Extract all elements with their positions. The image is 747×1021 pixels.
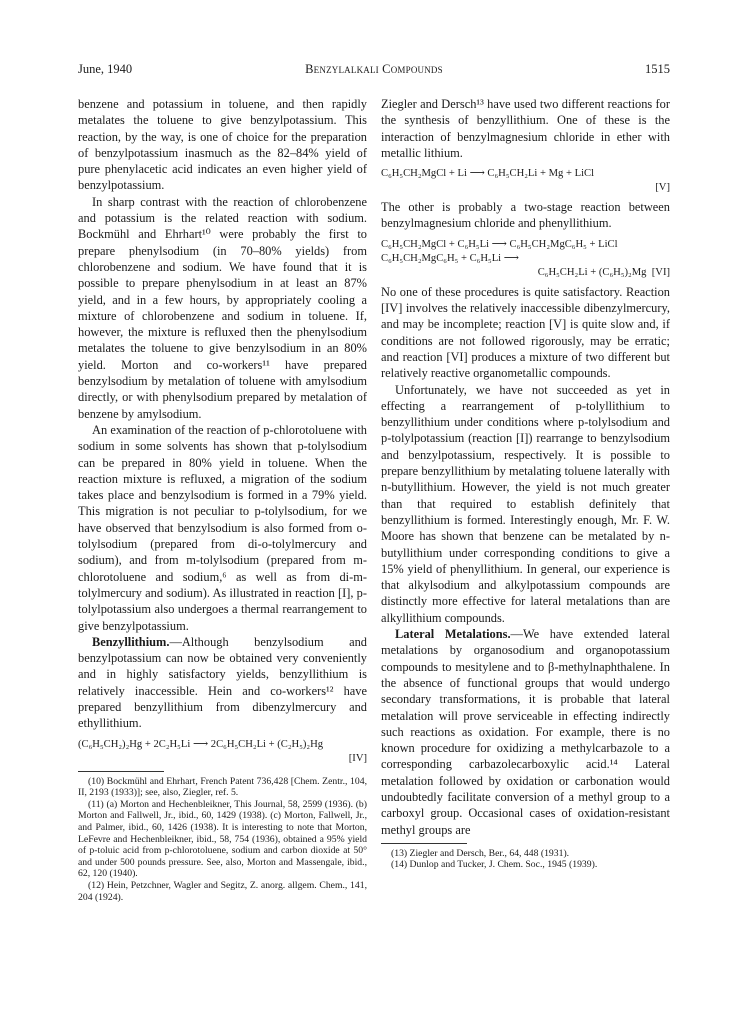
- equation-v-tag: [V]: [655, 182, 670, 194]
- equation-vi-line-a: C₆H₅CH₂MgCl + C₆H₅Li ⟶ C₆H₅CH₂MgC₆H₅ + LiCl: [381, 238, 618, 250]
- equation-vi-line-b: C₆H₅CH₂MgC₆H₅ + C₆H₅Li ⟶: [381, 252, 519, 264]
- footnote-11: (11) (a) Morton and Hechenbleikner, This Journal, 58, 2599 (1936). (b) Morton and Fallwell, Jr., ibid., 60, 1429 (1938). (c) Morton, Fallwell, Jr., and Palmer, ibid., 60, 1426 (1938). It is interesting to note that Morton, LeFevre and Hechenbleikner, ibid., 58, 754 (1936), obtained a 95% yield of p-toluic acid from p-chlorotoluene, sodium and carbon dioxide at 50° and under 500 pounds pressure. See, also, Morton and Massengale, ibid., 62, 120 (1940).: [78, 798, 367, 880]
- equation-iv: [78, 738, 367, 766]
- equation-vi: [381, 238, 670, 280]
- footnote-13: (13) Ziegler and Dersch, Ber., 64, 448 (1931).: [391, 847, 570, 859]
- paragraph: In sharp contrast with the reaction of chlorobenzene and potassium is the related reaction with sodium. Bockmühl and Ehrhart¹⁰ were probably the first to prepare phenylsodium (in 70–80% yields) from chlorobenzene and sodium. We have found that it is possible to prepare phenylsodium in at least an 87% yield, and in a few hours, by appropriately cooling a mixture of chlorobenzene and sodium in toluene. If, however, the mixture is refluxed then the phenylsodium metalates the toluene to give benzylsodium in an 80% yield. Morton and co-workers¹¹ have prepared benzylsodium by metalation of toluene with amylsodium directly, or with phenylsodium prepared by metalation of benzene by amylsodium.: [78, 194, 367, 421]
- footnote-12: (12) Hein, Petzchner, Wagler and Segitz, Z. anorg. allgem. Chem., 141, 204 (1924).: [78, 879, 367, 903]
- left-column: [78, 96, 367, 903]
- header-date: June, 1940: [78, 62, 133, 76]
- paragraph-text: —Although benzylsodium and benzylpotassium can now be obtained very conveniently and in highly satisfactory yields, benzyllithium is relatively inaccessible. Hein and co-workers¹² have prepared benzyllithium from dibenzylmercury and ethyllithium.: [78, 634, 367, 731]
- paragraph: [381, 626, 670, 838]
- paragraph: An examination of the reaction of p-chlorotoluene with sodium in some solvents has shown that p-tolylsodium can be prepared in 80% yield in toluene. When the reaction mixture is refluxed, a migration of the sodium takes place and benzylsodium is formed in a 79% yield. This migration is not peculiar to p-tolylsodium, for we have observed that benzylsodium is also formed from o-tolylsodium (prepared from di-o-tolylmercury and sodium), and from m-tolylsodium (prepared from m-chlorotoluene and sodium,⁶ as well as from di-m-tolylmercury and sodium). As illustrated in reaction [I], p-tolylpotassium also undergoes a thermal rearrangement to give benzylpotassium.: [78, 422, 367, 633]
- section-heading-lateral-metalations: Lateral Metalations.: [395, 627, 511, 642]
- equation-v-line: C₆H₅CH₂MgCl + Li ⟶ C₆H₅CH₂Li + Mg + LiCl: [381, 168, 595, 180]
- paragraph: Ziegler and Dersch¹³ have used two different reactions for the synthesis of benzyllithium. One of these is the interaction of benzylmagnesium chloride in ether with metallic lithium.: [381, 97, 670, 160]
- paragraph-text: —We have extended lateral metalations by organosodium and organopotassium compounds to mesitylene and to β-methylnaphthalene. In the absence of functional groups that would undergo secondary transformations, it is probable that lateral metalation will prove serviceable in effecting indirectly such reactions as oxidation. For example, there is no known procedure for oxidizing a methylcarbazole to a corresponding carbazolecarboxylic acid.¹⁴ Lateral metalation followed by oxidation or carbonation would undoubtedly facilitate conversion of a methyl group to a carboxyl group. Occasional cases of oxidation-resistant methyl groups are: [381, 627, 670, 837]
- paragraph: No one of these procedures is quite satisfactory. Reaction [IV] involves the relatively inaccessible dibenzylmercury, and may be incomplete; reaction [V] is quite slow and, if conditions are not followed rigorously, may be erratic; and reaction [VI] produces a mixture of two different but relatively reactive organometallic compounds.: [381, 284, 670, 381]
- header-page-number: 1515: [645, 62, 670, 76]
- paragraph: [78, 634, 367, 732]
- equation-vi-tag: [VI]: [651, 266, 670, 278]
- equation-iv-tag: [IV]: [348, 752, 367, 764]
- paragraph: The other is probably a two-stage reaction between benzylmagnesium chloride and phenyllithium.: [381, 200, 670, 231]
- equation-vi-product: C₆H₅CH₂Li + (C₆H₅)₂Mg: [537, 266, 647, 278]
- footnote-14: (14) Dunlop and Tucker, J. Chem. Soc., 1945 (1939).: [391, 859, 598, 871]
- footnote-rule: [381, 843, 467, 844]
- section-heading-benzyllithium: Benzyllithium.: [92, 634, 170, 649]
- equation-vi-line-c: [381, 266, 670, 280]
- running-header: [78, 62, 670, 80]
- paragraph: Unfortunately, we have not succeeded as yet in effecting a rearrangement of p-tolyllithium to benzyllithium under conditions where p-tolylsodium and p-tolylpotassium (reaction [I]) rearrange to benzylsodium and benzylpotassium, respectively. It is possible to prepare benzyllithium by metalating toluene laterally with n-butyllithium. However, the yield is not much greater than that required to establish definitely that benzyllithium is formed. Interestingly enough, Mr. F. W. Moore has shown that benzene can be metalated by n-butyllithium under corresponding conditions to give a 15% yield of phenyllithium. In general, our experience is that alkylsodium and alkylpotassium compounds are distinctly more effective for lateral metalations than are alkyllithium compounds.: [381, 382, 670, 625]
- right-column: [381, 96, 670, 871]
- equation-iv-line: (C₆H₅CH₂)₂Hg + 2C₂H₅Li ⟶ 2C₆H₅CH₂Li + (C₂H₅)₂Hg: [78, 738, 324, 750]
- footnote-rule: [78, 771, 164, 772]
- header-running-title: Benzylalkali Compounds: [305, 62, 443, 76]
- paragraph: benzene and potassium in toluene, and then rapidly metalates the toluene to give benzylpotassium. This reaction, by the way, is one of choice for the preparation of benzylpotassium inasmuch as the 82–84% yield of pure phenylacetic acid indicates an even higher yield of benzylpotassium.: [78, 97, 367, 193]
- equation-v: [381, 167, 670, 195]
- footnote-10: (10) Bockmühl and Ehrhart, French Patent 736,428 [Chem. Zentr., 104, II, 2193 (1933)]; see, also, Ziegler, ref. 5.: [78, 775, 367, 799]
